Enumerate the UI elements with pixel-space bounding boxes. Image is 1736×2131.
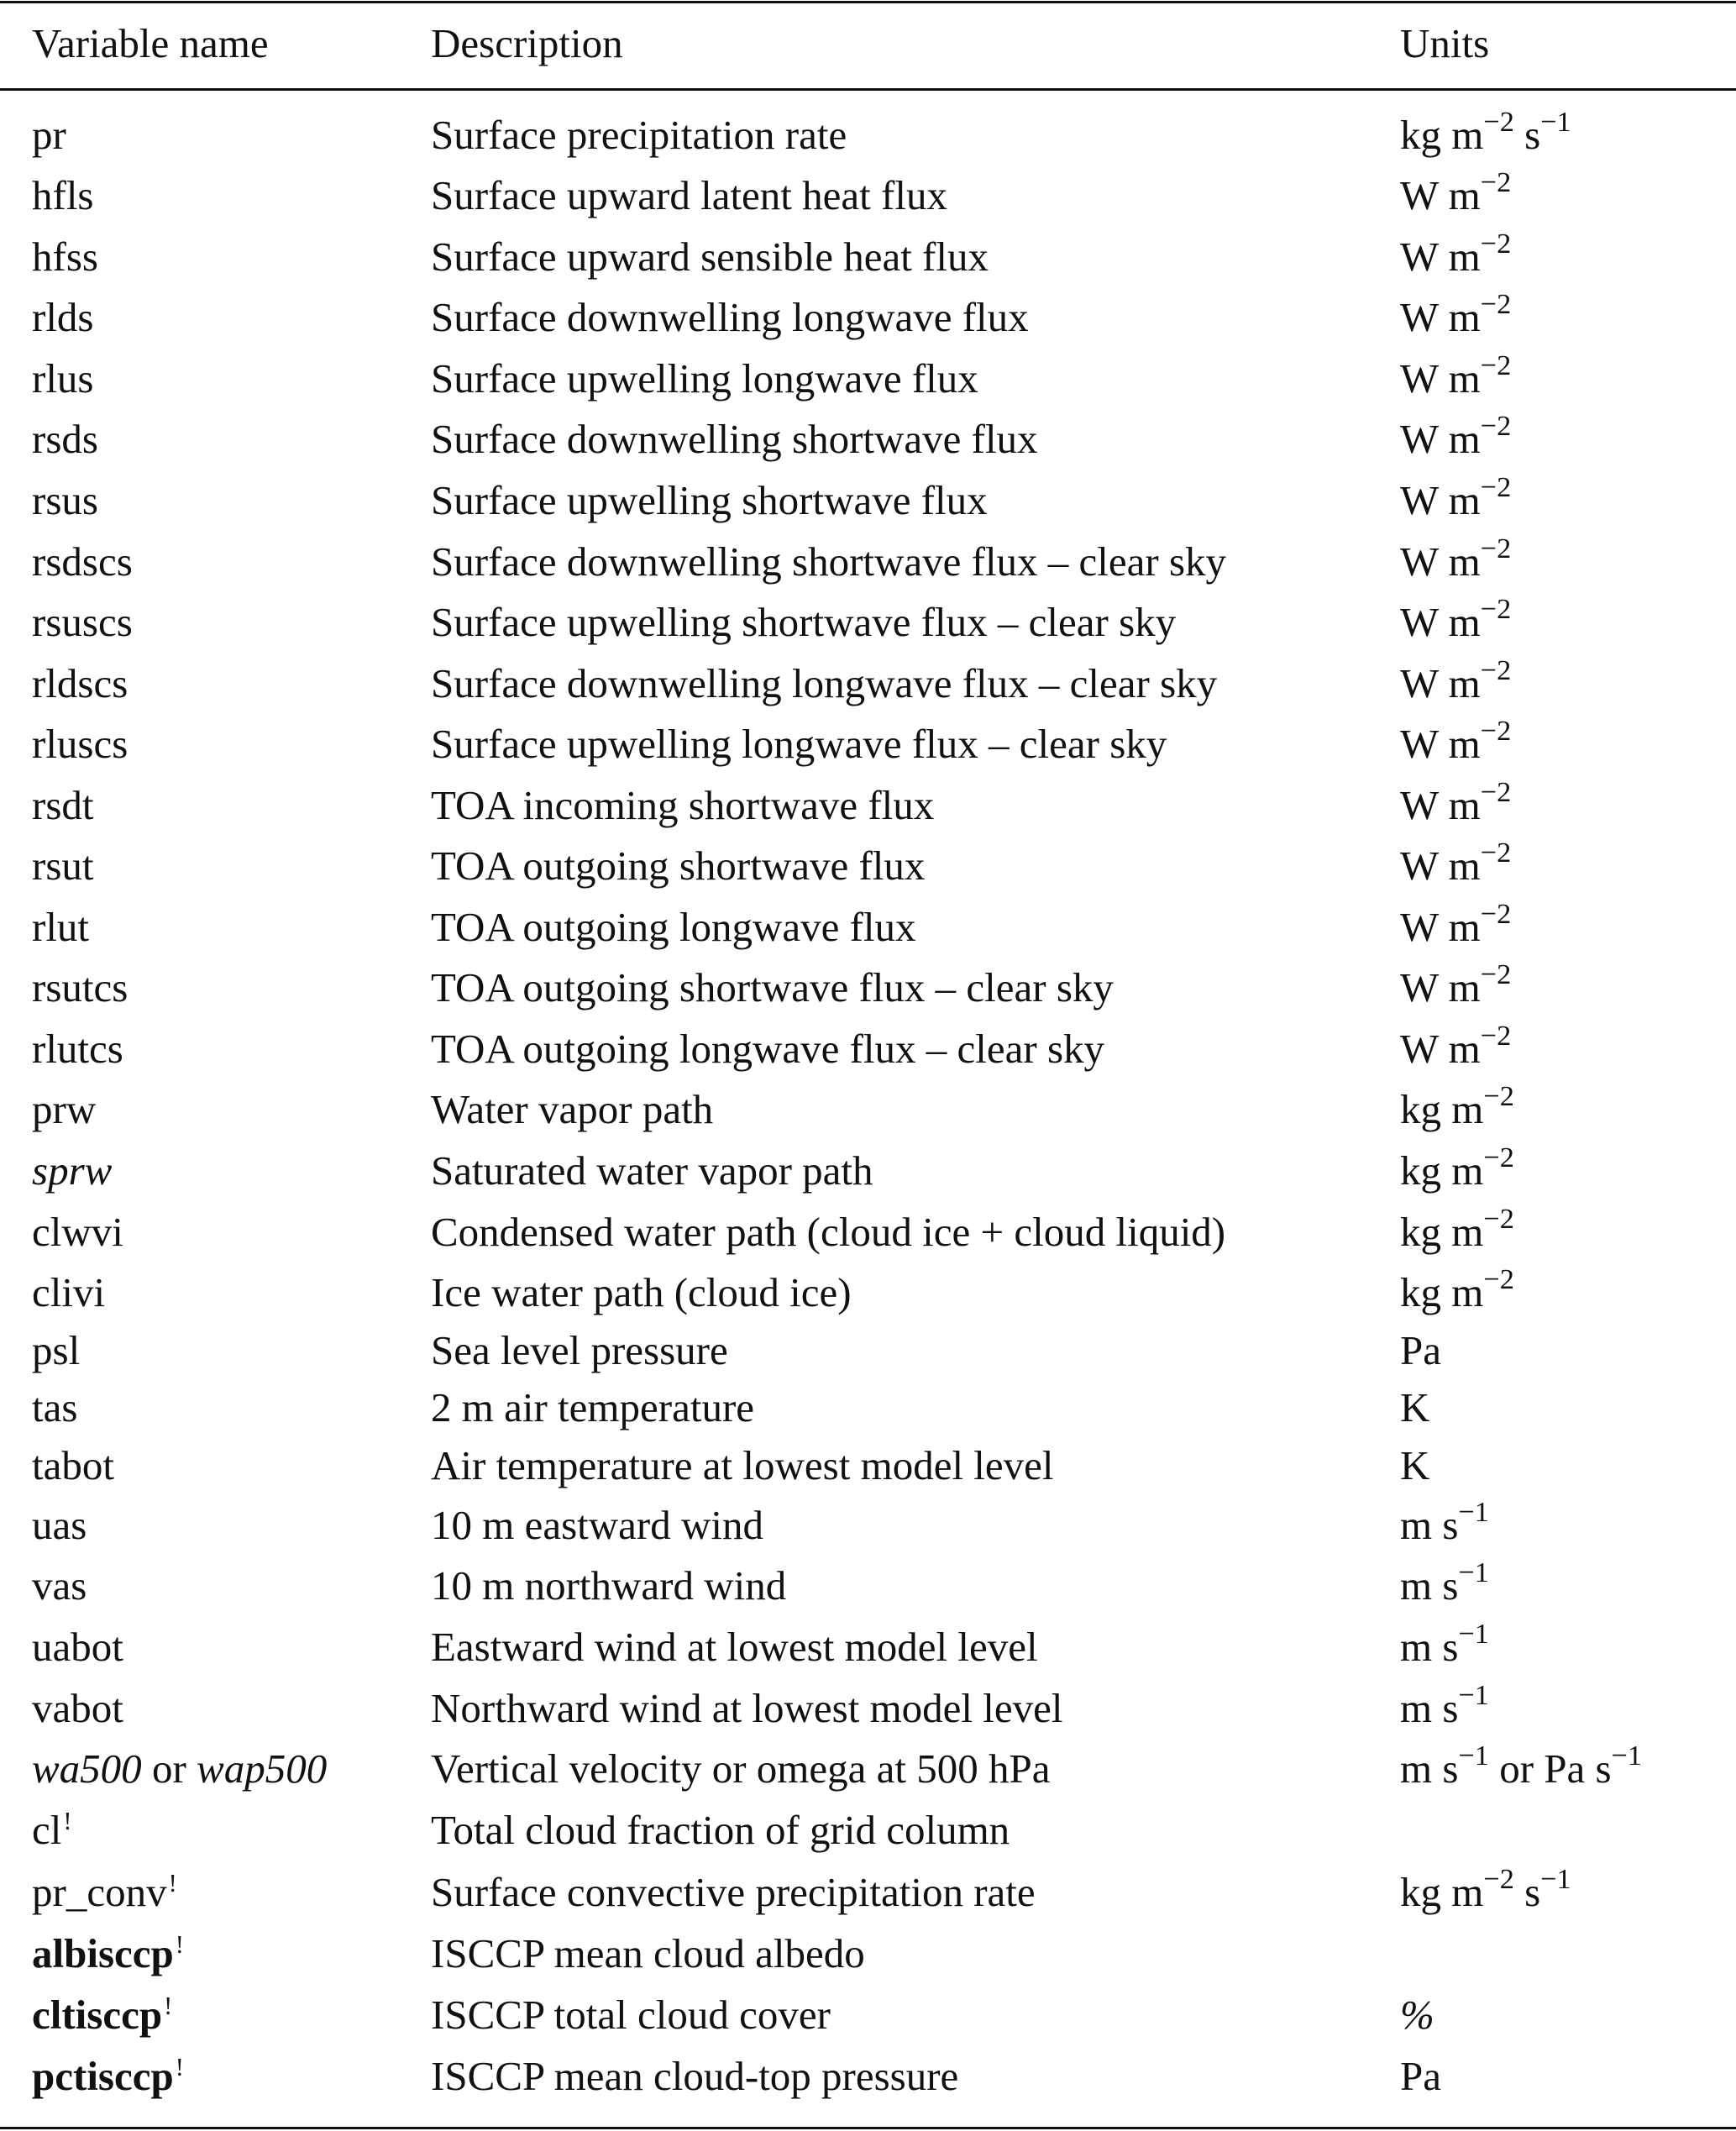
units-exponent: −2 xyxy=(1483,1202,1514,1235)
variable-name-text: clivi xyxy=(32,1269,106,1315)
table-row xyxy=(0,1080,1736,1139)
variable-units xyxy=(1400,1740,1642,1798)
units-base: m s xyxy=(1400,1685,1459,1731)
variable-name xyxy=(32,1263,105,1322)
variable-name xyxy=(32,533,133,591)
units-base: W m xyxy=(1400,477,1481,523)
units-exponent: −2 xyxy=(1480,165,1512,198)
table-row xyxy=(0,533,1736,591)
variable-units xyxy=(1400,1496,1489,1555)
units-exponent: −2 xyxy=(1480,227,1512,260)
variable-name xyxy=(32,166,94,225)
variable-name xyxy=(32,1142,112,1200)
variable-name-text: pr_conv xyxy=(32,1869,167,1915)
units-base: W m xyxy=(1400,172,1481,218)
units-base: kg m xyxy=(1400,1269,1484,1315)
variable-name-text: albisccp xyxy=(32,1930,174,1976)
units-base: kg m xyxy=(1400,1209,1484,1255)
units-exponent: −1 xyxy=(1458,1617,1489,1650)
variable-name xyxy=(32,1924,184,1983)
units-base: % xyxy=(1400,1992,1434,2038)
table-row xyxy=(0,898,1736,957)
units-exponent: −1 xyxy=(1540,105,1571,138)
header-description: Description xyxy=(431,20,623,66)
units-base: W m xyxy=(1400,538,1481,585)
units-base: s xyxy=(1513,112,1541,158)
table-row xyxy=(0,410,1736,469)
variable-units xyxy=(1400,228,1511,286)
table-row xyxy=(0,1556,1736,1615)
variable-units xyxy=(1400,776,1511,835)
units-base: W m xyxy=(1400,355,1481,402)
variable-units xyxy=(1400,1263,1514,1322)
variable-name xyxy=(32,106,66,165)
units-base: m s xyxy=(1400,1502,1459,1548)
top-rule xyxy=(0,1,1736,3)
variable-description: ISCCP total cloud cover xyxy=(431,1992,831,2038)
units-base: m s xyxy=(1400,1562,1459,1609)
variable-name-text: cl xyxy=(32,1807,62,1853)
units-base: W m xyxy=(1400,599,1481,645)
variable-name-text: pr xyxy=(32,112,66,158)
units-base: kg m xyxy=(1400,1869,1484,1915)
variable-units xyxy=(1400,837,1511,895)
variable-description: Surface precipitation rate xyxy=(431,112,847,158)
table-row xyxy=(0,1321,1736,1380)
variable-description: 2 m air temperature xyxy=(431,1384,755,1430)
units-base: W m xyxy=(1400,294,1481,340)
variable-name-text: sprw xyxy=(32,1147,113,1194)
variable-description: Surface upward sensible heat flux xyxy=(431,234,989,280)
variable-units xyxy=(1400,1142,1514,1200)
variable-name-text: rldscs xyxy=(32,660,128,706)
variable-name-text: rsdt xyxy=(32,782,94,828)
table-row xyxy=(0,288,1736,347)
units-exponent: −2 xyxy=(1483,1862,1514,1895)
variable-name-text: tabot xyxy=(32,1442,114,1488)
variable-description: Surface downwelling shortwave flux xyxy=(431,416,1038,462)
table-row xyxy=(0,106,1736,165)
variable-name-text: psl xyxy=(32,1327,81,1373)
variable-name xyxy=(32,776,94,835)
variable-units xyxy=(1400,533,1511,591)
variable-name xyxy=(32,1321,80,1380)
variable-name xyxy=(32,1740,327,1798)
table-row xyxy=(0,1436,1736,1495)
units-exponent: −1 xyxy=(1540,1862,1571,1895)
units-exponent: −2 xyxy=(1480,470,1512,503)
units-exponent: −2 xyxy=(1480,897,1512,930)
units-base: W m xyxy=(1400,660,1481,706)
variable-name xyxy=(32,898,89,957)
variable-description: Surface downwelling shortwave flux – clear sky xyxy=(431,538,1227,585)
variable-description: Water vapor path xyxy=(431,1086,714,1132)
variable-description: Vertical velocity or omega at 500 hPa xyxy=(431,1745,1051,1792)
variable-name xyxy=(32,349,94,408)
variable-name xyxy=(32,1556,87,1615)
variable-name xyxy=(32,715,128,774)
variable-description: Surface upwelling longwave flux xyxy=(431,355,978,402)
variable-name xyxy=(32,228,98,286)
variable-units xyxy=(1400,1679,1489,1738)
variable-units xyxy=(1400,1080,1514,1139)
variable-name xyxy=(32,1378,77,1437)
variable-units xyxy=(1400,1203,1514,1262)
variable-name-text: clwvi xyxy=(32,1209,123,1255)
variable-name-text: rsdscs xyxy=(32,538,133,585)
units-base: K xyxy=(1400,1442,1430,1488)
variable-description: Total cloud fraction of grid column xyxy=(431,1807,1010,1853)
units-exponent: −1 xyxy=(1458,1495,1489,1528)
variable-name xyxy=(32,654,128,713)
table-row xyxy=(0,1618,1736,1677)
variable-name xyxy=(32,471,98,530)
table-row xyxy=(0,166,1736,225)
header-rule xyxy=(0,88,1736,91)
units-exponent: −2 xyxy=(1480,532,1512,564)
variable-name-text: rsus xyxy=(32,477,98,523)
footnote-mark: ! xyxy=(175,2052,184,2081)
variable-description: TOA outgoing longwave flux xyxy=(431,904,916,950)
variable-name-text: rlds xyxy=(32,294,94,340)
variable-description: Surface convective precipitation rate xyxy=(431,1869,1036,1915)
variable-description: Saturated water vapor path xyxy=(431,1147,873,1194)
units-base: W m xyxy=(1400,842,1481,889)
table-row xyxy=(0,1801,1736,1860)
variable-description: Northward wind at lowest model level xyxy=(431,1685,1063,1731)
variable-description: ISCCP mean cloud albedo xyxy=(431,1930,865,1976)
units-exponent: −1 xyxy=(1611,1739,1643,1771)
variable-units xyxy=(1400,349,1511,408)
variable-description: Sea level pressure xyxy=(431,1327,728,1373)
variable-name xyxy=(32,1080,96,1139)
variable-name xyxy=(32,1801,72,1860)
units-base: or Pa s xyxy=(1488,1745,1612,1792)
variable-name-text: hfls xyxy=(32,172,94,218)
variable-name-text: tas xyxy=(32,1384,78,1430)
header-units: Units xyxy=(1400,20,1490,66)
variable-name-text: uabot xyxy=(32,1624,123,1670)
variable-name xyxy=(32,1986,172,2044)
variable-name xyxy=(32,1679,123,1738)
units-exponent: −2 xyxy=(1483,1079,1514,1112)
table-row xyxy=(0,654,1736,713)
variable-units xyxy=(1400,410,1511,469)
variable-name-text: pctisccp xyxy=(32,2053,174,2099)
variable-units xyxy=(1400,471,1511,530)
units-exponent: −1 xyxy=(1458,1739,1489,1771)
units-base: W m xyxy=(1400,904,1481,950)
variable-name xyxy=(32,1436,114,1495)
units-base: K xyxy=(1400,1384,1430,1430)
variable-name xyxy=(32,288,94,347)
units-base: m s xyxy=(1400,1624,1459,1670)
variable-units xyxy=(1400,1556,1489,1615)
variable-name xyxy=(32,1203,123,1262)
units-exponent: −2 xyxy=(1480,714,1512,747)
variable-description: ISCCP mean cloud-top pressure xyxy=(431,2053,959,2099)
units-exponent: −2 xyxy=(1480,775,1512,808)
units-base: Pa xyxy=(1400,1327,1441,1373)
variable-description: Surface upwelling shortwave flux – clear sky xyxy=(431,599,1177,645)
table-row xyxy=(0,1496,1736,1555)
variable-name-text: prw xyxy=(32,1086,97,1132)
table-row xyxy=(0,1263,1736,1322)
units-base: W m xyxy=(1400,234,1481,280)
variable-description: TOA outgoing shortwave flux xyxy=(431,842,926,889)
variable-name-text: rsuscs xyxy=(32,599,133,645)
variable-description: TOA outgoing longwave flux – clear sky xyxy=(431,1026,1105,1072)
table-row xyxy=(0,349,1736,408)
units-exponent: −2 xyxy=(1483,105,1514,138)
bottom-rule xyxy=(0,2127,1736,2129)
units-base: s xyxy=(1513,1869,1541,1915)
variable-units xyxy=(1400,2047,1441,2106)
variable-description: 10 m eastward wind xyxy=(431,1502,763,1548)
variable-name-part: wa500 xyxy=(32,1745,142,1792)
variable-name xyxy=(32,837,94,895)
footnote-mark: ! xyxy=(63,1806,72,1835)
units-exponent: −2 xyxy=(1480,592,1512,625)
units-base: kg m xyxy=(1400,112,1484,158)
variable-name xyxy=(32,1496,87,1555)
variable-name xyxy=(32,410,98,469)
units-exponent: −2 xyxy=(1483,1141,1514,1173)
units-base: kg m xyxy=(1400,1147,1484,1194)
table-row xyxy=(0,593,1736,652)
units-exponent: −2 xyxy=(1483,1262,1514,1295)
footnote-mark: ! xyxy=(168,1868,177,1897)
variable-description: Ice water path (cloud ice) xyxy=(431,1269,852,1315)
table-row xyxy=(0,471,1736,530)
units-exponent: −1 xyxy=(1458,1678,1489,1711)
variable-description: Surface downwelling longwave flux xyxy=(431,294,1029,340)
variable-description: Surface upwelling shortwave flux xyxy=(431,477,988,523)
variable-description: Surface downwelling longwave flux – clear sky xyxy=(431,660,1218,706)
variable-description: TOA incoming shortwave flux xyxy=(431,782,935,828)
table-row xyxy=(0,776,1736,835)
variable-description: Surface upwelling longwave flux – clear sky xyxy=(431,721,1167,767)
variable-units xyxy=(1400,1986,1434,2044)
variable-name xyxy=(32,1863,177,1922)
variable-description: TOA outgoing shortwave flux – clear sky xyxy=(431,964,1114,1010)
variable-name-text: rluscs xyxy=(32,721,128,767)
units-base: W m xyxy=(1400,1026,1481,1072)
units-exponent: −2 xyxy=(1480,836,1512,869)
variable-units xyxy=(1400,593,1511,652)
variable-units xyxy=(1400,1321,1441,1380)
variable-name-part: wap500 xyxy=(197,1745,328,1792)
units-exponent: −2 xyxy=(1480,958,1512,990)
variable-name xyxy=(32,958,128,1017)
units-exponent: −2 xyxy=(1480,409,1512,442)
variable-units xyxy=(1400,654,1511,713)
table-row xyxy=(0,1679,1736,1738)
table-row xyxy=(0,1020,1736,1079)
footnote-mark: ! xyxy=(164,1991,173,2020)
variable-name xyxy=(32,1020,123,1079)
units-base: m s xyxy=(1400,1745,1459,1792)
variable-units xyxy=(1400,1020,1511,1079)
table-row xyxy=(0,2047,1736,2106)
table-row xyxy=(0,1924,1736,1983)
variable-description: Eastward wind at lowest model level xyxy=(431,1624,1038,1670)
table-row xyxy=(0,1863,1736,1922)
variable-description: Surface upward latent heat flux xyxy=(431,172,947,218)
units-exponent: −1 xyxy=(1458,1556,1489,1588)
variable-description: 10 m northward wind xyxy=(431,1562,787,1609)
variable-units xyxy=(1400,715,1511,774)
variable-units xyxy=(1400,1863,1571,1922)
table-row xyxy=(0,715,1736,774)
variable-name-text: cltisccp xyxy=(32,1992,163,2038)
table-row xyxy=(0,1986,1736,2044)
variable-name xyxy=(32,593,133,652)
variable-units xyxy=(1400,166,1511,225)
variable-units xyxy=(1400,1436,1429,1495)
units-base: W m xyxy=(1400,782,1481,828)
variable-name xyxy=(32,1618,123,1677)
variable-units xyxy=(1400,958,1511,1017)
variable-name-text: rlutcs xyxy=(32,1026,123,1072)
units-exponent: −2 xyxy=(1480,287,1512,320)
variable-name-text: vas xyxy=(32,1562,87,1609)
units-base: Pa xyxy=(1400,2053,1441,2099)
variable-name-text: rlus xyxy=(32,355,94,402)
variable-name-text: rsds xyxy=(32,416,98,462)
table-row xyxy=(0,837,1736,895)
variable-units xyxy=(1400,106,1571,165)
variable-name-text: rsutcs xyxy=(32,964,128,1010)
table-row xyxy=(0,958,1736,1017)
variable-name-text: uas xyxy=(32,1502,87,1548)
variable-name-part: or xyxy=(141,1745,197,1792)
table-header xyxy=(0,14,1736,73)
variable-name-text: rsut xyxy=(32,842,94,889)
units-base: W m xyxy=(1400,416,1481,462)
units-base: kg m xyxy=(1400,1086,1484,1132)
variable-units xyxy=(1400,1378,1429,1437)
table-row xyxy=(0,228,1736,286)
variable-name-text: vabot xyxy=(32,1685,123,1731)
header-variable-name: Variable name xyxy=(32,20,269,66)
variable-units xyxy=(1400,288,1511,347)
units-exponent: −2 xyxy=(1480,349,1512,381)
variable-units xyxy=(1400,898,1511,957)
units-base: W m xyxy=(1400,964,1481,1010)
variable-name-text: rlut xyxy=(32,904,90,950)
variable-name xyxy=(32,2047,184,2106)
units-exponent: −2 xyxy=(1480,1019,1512,1052)
variable-description: Air temperature at lowest model level xyxy=(431,1442,1054,1488)
variable-units xyxy=(1400,1618,1489,1677)
table-row xyxy=(0,1378,1736,1437)
table-row xyxy=(0,1142,1736,1200)
table-row xyxy=(0,1203,1736,1262)
units-exponent: −2 xyxy=(1480,653,1512,686)
footnote-mark: ! xyxy=(175,1929,184,1959)
table-row xyxy=(0,1740,1736,1798)
units-base: W m xyxy=(1400,721,1481,767)
variable-name-text: hfss xyxy=(32,234,98,280)
variable-description: Condensed water path (cloud ice + cloud liquid) xyxy=(431,1209,1226,1255)
